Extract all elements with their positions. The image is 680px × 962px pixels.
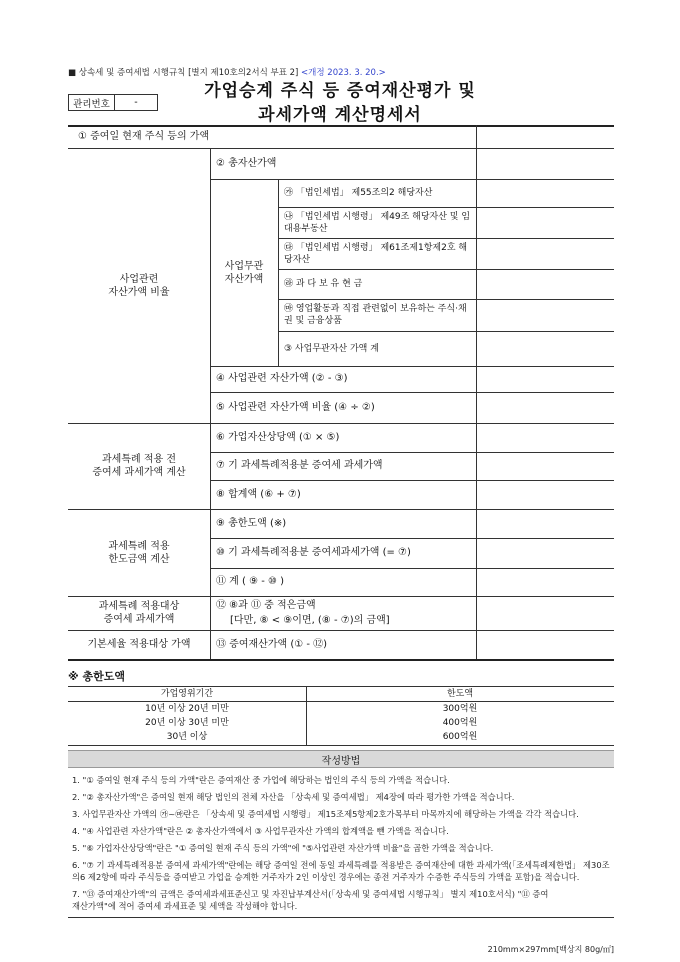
limit-amount-1: 300억원 <box>442 704 478 714</box>
row-asset-ra: ㉱ 과 다 보 유 현 금 <box>284 279 363 289</box>
row-asset-ma: ㉲ 영업활동과 직접 관련없이 보유하는 주식·채권 및 금융상품 <box>284 304 467 326</box>
row-prior-special-limit: ⑩ 기 과세특례적용분 증여세과세가액 (= ⑦) <box>216 547 411 558</box>
row-stock-value: ① 증여일 현재 주식 등의 가액 <box>78 130 210 142</box>
limit-col-amount: 한도액 <box>446 689 474 699</box>
category-basic-rate: 기본세율 적용대상 가액 <box>87 639 191 650</box>
row-asset-na: ㉯ 「법인세법 시행령」 제49조 해당자산 및 임대용부동산 <box>284 211 471 234</box>
limit-period-1: 10년 이상 20년 미만 <box>145 704 229 714</box>
category-pre-special-taxable: 과세특례 적용 전 증여세 과세가액 계산 <box>92 454 186 478</box>
amount-field-1[interactable] <box>477 126 613 148</box>
instruction-1: 1. "① 증여일 현재 주식 등의 가액"란은 증여재산 중 가업에 해당하는 법인의 주식 등의 가액을 적습니다. <box>72 775 450 785</box>
instruction-6: 6. "⑦ 기 과세특례적용분 증여세 과세가액"란에는 해당 증여일 전에 동일 과세특례를 적용받은 증여재산에 대한 과세가액(「조세특례제한법」 제30조 의6 제2항에 따라 주식등을 증여받고 가업을 승계한 거주자가 2인 이상인 경우에는 종전 거주자가 수증한 주식등의 가액을 포함)을 적습니다. <box>72 860 610 882</box>
limit-amount-3: 600억원 <box>442 732 478 742</box>
limit-col-period: 가업영위기간 <box>160 689 214 699</box>
form-reference <box>68 66 386 78</box>
row-lesser-amount-note: [다만, ⑧ < ⑨이면, (⑧ - ⑦)의 금액] <box>230 615 390 626</box>
management-number <box>68 94 158 111</box>
instruction-3: 3. 사업무관자산 가액의 ㉮~㉲란은 「상속세 및 증여세법 시행령」 제15조제5항제2호가목부터 마목까지에 해당하는 가액을 각각 적습니다. <box>72 809 579 819</box>
limit-amount-2: 400억원 <box>442 718 478 728</box>
category-special-taxable: 과세특례 적용대상 증여세 과세가액 <box>98 601 180 625</box>
limit-section-title: ※ 총한도액 <box>68 670 126 683</box>
main-table <box>68 125 614 661</box>
category-limit-calc: 과세특례 적용 한도금액 계산 <box>108 540 170 565</box>
instructions-title: 작성방법 <box>68 750 614 768</box>
limit-table <box>68 686 614 746</box>
management-number-label: 관리번호 <box>69 95 115 110</box>
row-asset-ga: ㉮ 「법인세법」 제55조의2 해당자산 <box>284 188 433 198</box>
row-limit-subtotal: ⑪ 계 ( ⑨ - ⑩ ) <box>216 576 285 587</box>
instruction-2: 2. "② 총자산가액"은 증여일 현재 해당 법인의 전체 자산을 「상속세 및 증여세법」 제4장에 따라 평가한 가액을 적습니다. <box>72 792 515 802</box>
form-title-line1: 가업승계 주식 등 증여재산평가 및 <box>204 81 476 101</box>
category-nonbusiness-assets: 사업무관 자산가액 <box>224 260 264 285</box>
row-asset-da: ㉰ 「법인세법 시행령」 제61조제1항제2호 해당자산 <box>284 242 468 265</box>
limit-period-3: 30년 이상 <box>166 732 208 742</box>
row-family-business-assets: ⑥ 가업자산상당액 (① × ⑤) <box>216 431 340 443</box>
row-business-ratio: ⑤ 사업관련 자산가액 비율 (④ ÷ ②) <box>216 401 375 413</box>
row-gift-asset-value: ⑬ 증여재산가액 (① - ⑫) <box>216 638 328 650</box>
row-prior-special-taxable: ⑦ 기 과세특례적용분 증여세 과세가액 <box>216 460 383 471</box>
row-lesser-amount-main: ⑫ ⑧과 ⑪ 중 적은금액 <box>216 600 316 611</box>
row-sum: ⑧ 합계액 (⑥ + ⑦) <box>216 488 301 500</box>
row-lesser-amount <box>216 598 474 630</box>
row-total-limit: ⑨ 총한도액 (※) <box>216 517 287 529</box>
paper-spec: 210mm×297mm[백상지 80g/㎡] <box>487 945 614 954</box>
instruction-7: 7. "⑬ 증여재산가액"의 금액은 증여세과세표준신고 및 자진납부계산서(「상속세 및 증여세법 시행규칙」 별지 제10호서식) "⑪ 증여 재산가액"에 적어 증여세 과세표준 및 세액을 작성해야 합니다. <box>72 889 549 911</box>
instruction-4: 4. "④ 사업관련 자산가액"란은 ② 총자산가액에서 ③ 사업무관자산 가액의 합계액을 뺀 가액을 적습니다. <box>72 826 449 836</box>
category-business-asset-ratio: 사업관련 자산가액 비율 <box>108 273 170 298</box>
revision-date: <개정 2023. 3. 20.> <box>301 68 386 78</box>
form-title-line2: 과세가액 계산명세서 <box>258 105 422 125</box>
instruction-5: 5. "⑥ 가업자산상당액"란은 "① 증여일 현재 주식 등의 가액"에 "⑤사업관련 자산가액 비율"을 곱한 가액을 적습니다. <box>72 843 494 853</box>
row-business-assets: ④ 사업관련 자산가액 (② - ③) <box>216 373 348 384</box>
limit-period-2: 20년 이상 30년 미만 <box>145 718 229 728</box>
management-number-value: - <box>134 97 138 108</box>
row-total-assets: ② 총자산가액 <box>216 157 277 169</box>
form-regulation: ■ 상속세 및 증여세법 시행규칙 [별지 제10호의2서식 부표 2] <box>68 68 299 78</box>
row-nonbusiness-total: ③ 사업무관자산 가액 계 <box>284 343 379 354</box>
